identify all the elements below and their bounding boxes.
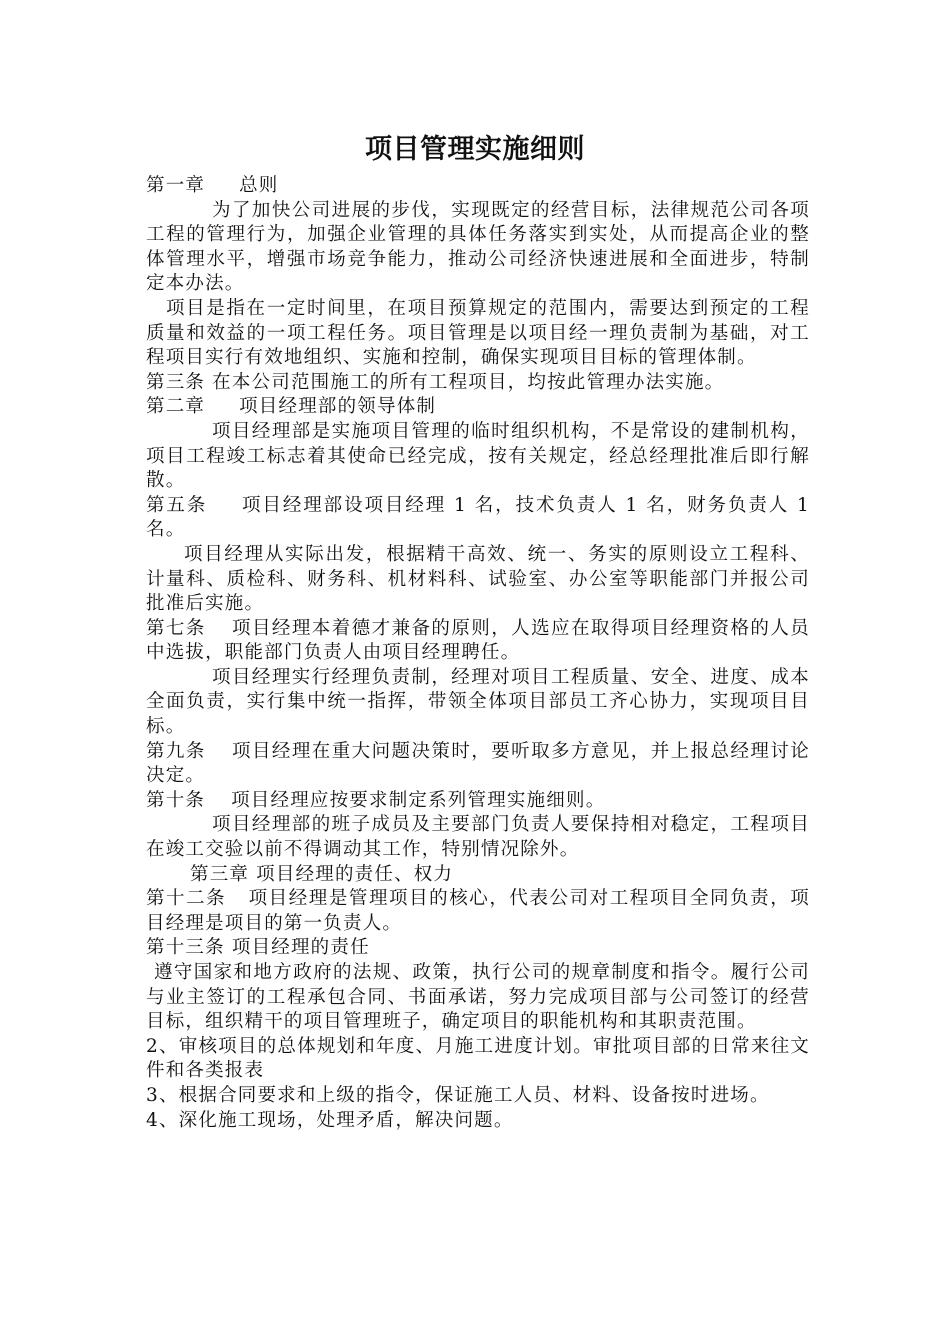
- chapter-2-heading: [146, 395, 810, 420]
- article-12-label: 第十二条: [146, 888, 227, 910]
- list-item-2: 2、审核项目的总体规划和年度、月施工进度计划。审批项目部的日常来往文件和各类报表: [146, 1035, 810, 1082]
- article-5-text: 项目经理部设项目经理 1 名，技术负责人 1 名，财务负责人 1 名。: [146, 494, 810, 541]
- chapter-2-label: 第二章: [146, 396, 206, 418]
- list-item-3: 3、根据合同要求和上级的指令，保证施工人员、材料、设备按时进场。: [146, 1084, 770, 1106]
- chapter-2-title: 项目经理部的领导体制: [239, 396, 437, 418]
- article-7-text: 项目经理本着德才兼备的原则，人选应在取得项目经理资格的人员中选拔，职能部门负责人由项目经理聘任。: [146, 617, 810, 664]
- paragraph-purpose: 为了加快公司进展的步伐，实现既定的经营目标，法律规范公司各项工程的管理行为，加强企业管理的具体任务落实到实处，从而提高企业的整体管理水平，增强市场竞争能力，推动公司经济快速进展和全面进步，特制定本办法。: [146, 199, 810, 295]
- chapter-1-heading: [146, 174, 810, 199]
- paragraph-article-6: 项目经理从实际出发，根据精干高效、统一、务实的原则设立工程科、计量科、质检科、财务科、机材料科、试验室、办公室等职能部门并报公司批准后实施。: [146, 543, 810, 615]
- article-9: [146, 740, 810, 789]
- document-title: 项目管理实施细则: [365, 134, 585, 165]
- document-body: [146, 174, 810, 1133]
- list-item-4: 4、深化施工现场，处理矛盾，解决问题。: [146, 1109, 514, 1131]
- article-10: [146, 789, 810, 814]
- article-5: [146, 494, 810, 543]
- article-9-text: 项目经理在重大问题决策时，要听取多方意见，并上报总经理讨论决定。: [146, 740, 810, 787]
- article-9-label: 第九条: [146, 740, 206, 762]
- paragraph-article-8: 项目经理实行经理负责制，经理对项目工程质量、安全、进度、成本全面负责，实行集中统一指挥，带领全体项目部员工齐心协力，实现项目目标。: [146, 666, 810, 738]
- article-12: [146, 887, 810, 936]
- list-item-1: 遵守国家和地方政府的法规、政策，执行公司的规章制度和指令。履行公司与业主签订的工程承包合同、书面承诺，努力完成项目部与公司签订的经营目标，组织精干的项目管理班子，确定项目的职能机构和其职责范围。: [146, 962, 810, 1033]
- chapter-3-heading: 第三章 项目经理的责任、权力: [190, 863, 454, 885]
- paragraph-definition: 项目是指在一定时间里，在项目预算规定的范围内，需要达到预定的工程质量和效益的一项工程任务。项目管理是以项目经一理负责制为基础，对工程项目实行有效地组织、实施和控制，确保实现项目目标的管理体制。: [146, 297, 810, 369]
- article-10-label: 第十条: [146, 789, 206, 811]
- chapter-1-title: 总则: [239, 175, 279, 196]
- article-5-label: 第五条: [146, 494, 208, 516]
- chapter-1-label: 第一章: [146, 175, 206, 196]
- paragraph-article-11: 项目经理部的班子成员及主要部门负责人要保持相对稳定，工程项目在竣工交验以前不得调动其工作，特别情况除外。: [146, 814, 810, 861]
- article-13-heading: 第十三条 项目经理的责任: [146, 937, 370, 959]
- paragraph-article-4: 项目经理部是实施项目管理的临时组织机构，不是常设的建制机构，项目工程竣工标志着其使命已经完成，按有关规定，经总经理批准后即行解散。: [146, 420, 810, 492]
- article-7-label: 第七条: [146, 617, 206, 639]
- article-7: [146, 617, 810, 666]
- article-10-text: 项目经理应按要求制定系列管理实施细则。: [231, 789, 606, 811]
- article-12-text: 项目经理是管理项目的核心，代表公司对工程项目全同负责，项目经理是项目的第一负责人。: [146, 888, 810, 934]
- article-3: 第三条 在本公司范围施工的所有工程项目，均按此管理办法实施。: [146, 371, 725, 393]
